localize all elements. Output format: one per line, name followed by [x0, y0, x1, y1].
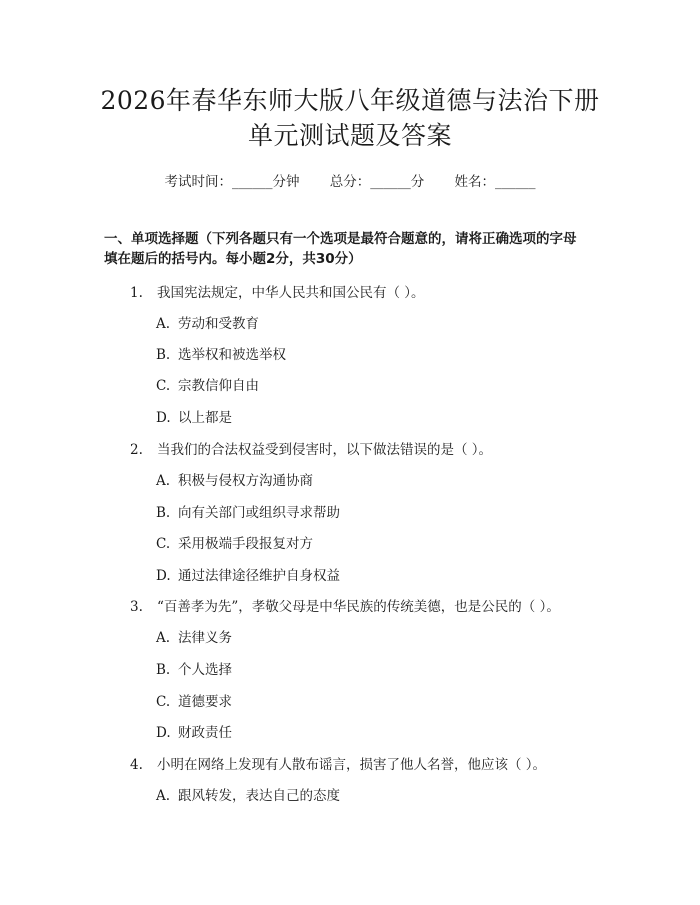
option-text: 以上都是: [178, 410, 232, 426]
total-score-field: 总分：______分: [329, 174, 425, 190]
question-3-option-d: [156, 724, 232, 742]
question-3-option-b: [156, 661, 232, 679]
question-1-option-a: [156, 315, 259, 333]
question-2-option-c: [156, 535, 313, 553]
student-name-field: 姓名：______: [454, 174, 536, 190]
question-3-option-a: [156, 629, 232, 647]
option-text: 通过法律途径维护自身权益: [178, 568, 340, 584]
question-4: [130, 756, 546, 774]
option-letter: A.: [156, 473, 171, 489]
option-letter: D.: [156, 725, 171, 741]
question-3: [130, 598, 560, 616]
option-letter: A.: [156, 316, 171, 332]
option-letter: A.: [156, 630, 171, 646]
question-number: 2.: [130, 442, 143, 458]
option-letter: D.: [156, 410, 171, 426]
question-text: 我国宪法规定，中华人民共和国公民有（ ）。: [157, 285, 425, 301]
exam-time-field: 考试时间：______分钟: [164, 174, 300, 190]
question-1: [130, 284, 425, 302]
option-text: 法律义务: [178, 630, 232, 646]
option-text: 劳动和受教育: [178, 316, 259, 332]
question-1-option-c: [156, 377, 259, 395]
question-number: 4.: [130, 757, 143, 773]
question-2-option-b: [156, 504, 340, 522]
question-number: 1.: [130, 285, 143, 301]
question-2-option-a: [156, 472, 313, 490]
option-text: 积极与侵权方沟通协商: [178, 473, 313, 489]
document-title-line-1: 2026年春华东师大版八年级道德与法治下册: [100, 86, 600, 115]
section-heading-line-1: 一、单项选择题（下列各题只有一个选项是最符合题意的，请将正确选项的字母: [104, 231, 577, 247]
option-letter: C.: [156, 378, 171, 394]
question-1-option-d: [156, 409, 232, 427]
option-text: 跟风转发，表达自己的态度: [178, 788, 340, 804]
question-3-option-c: [156, 693, 232, 711]
question-number: 3.: [130, 599, 143, 615]
document-title-line-2: 单元测试题及答案: [247, 121, 452, 150]
question-1-option-b: [156, 346, 286, 364]
question-text: 当我们的合法权益受到侵害时，以下做法错误的是（ ）。: [157, 442, 493, 458]
option-letter: B.: [156, 347, 171, 363]
question-2-option-d: [156, 567, 340, 585]
option-letter: B.: [156, 505, 171, 521]
option-text: 个人选择: [178, 662, 232, 678]
option-letter: D.: [156, 568, 171, 584]
question-text: 小明在网络上发现有人散布谣言，损害了他人名誉，他应该（ ）。: [157, 757, 547, 773]
option-letter: C.: [156, 694, 171, 710]
section-heading-line-2: 填在题后的括号内。每小题2分，共30分）: [104, 251, 362, 267]
option-letter: C.: [156, 536, 171, 552]
option-text: 选举权和被选举权: [178, 347, 286, 363]
question-4-option-a: [156, 787, 340, 805]
option-text: 宗教信仰自由: [178, 378, 259, 394]
option-text: 财政责任: [178, 725, 232, 741]
option-text: 采用极端手段报复对方: [178, 536, 313, 552]
option-letter: A.: [156, 788, 171, 804]
question-text: “百善孝为先”，孝敬父母是中华民族的传统美德，也是公民的（ ）。: [157, 599, 560, 615]
option-letter: B.: [156, 662, 171, 678]
question-2: [130, 441, 492, 459]
option-text: 向有关部门或组织寻求帮助: [178, 505, 340, 521]
option-text: 道德要求: [178, 694, 232, 710]
exam-info: [0, 170, 700, 190]
